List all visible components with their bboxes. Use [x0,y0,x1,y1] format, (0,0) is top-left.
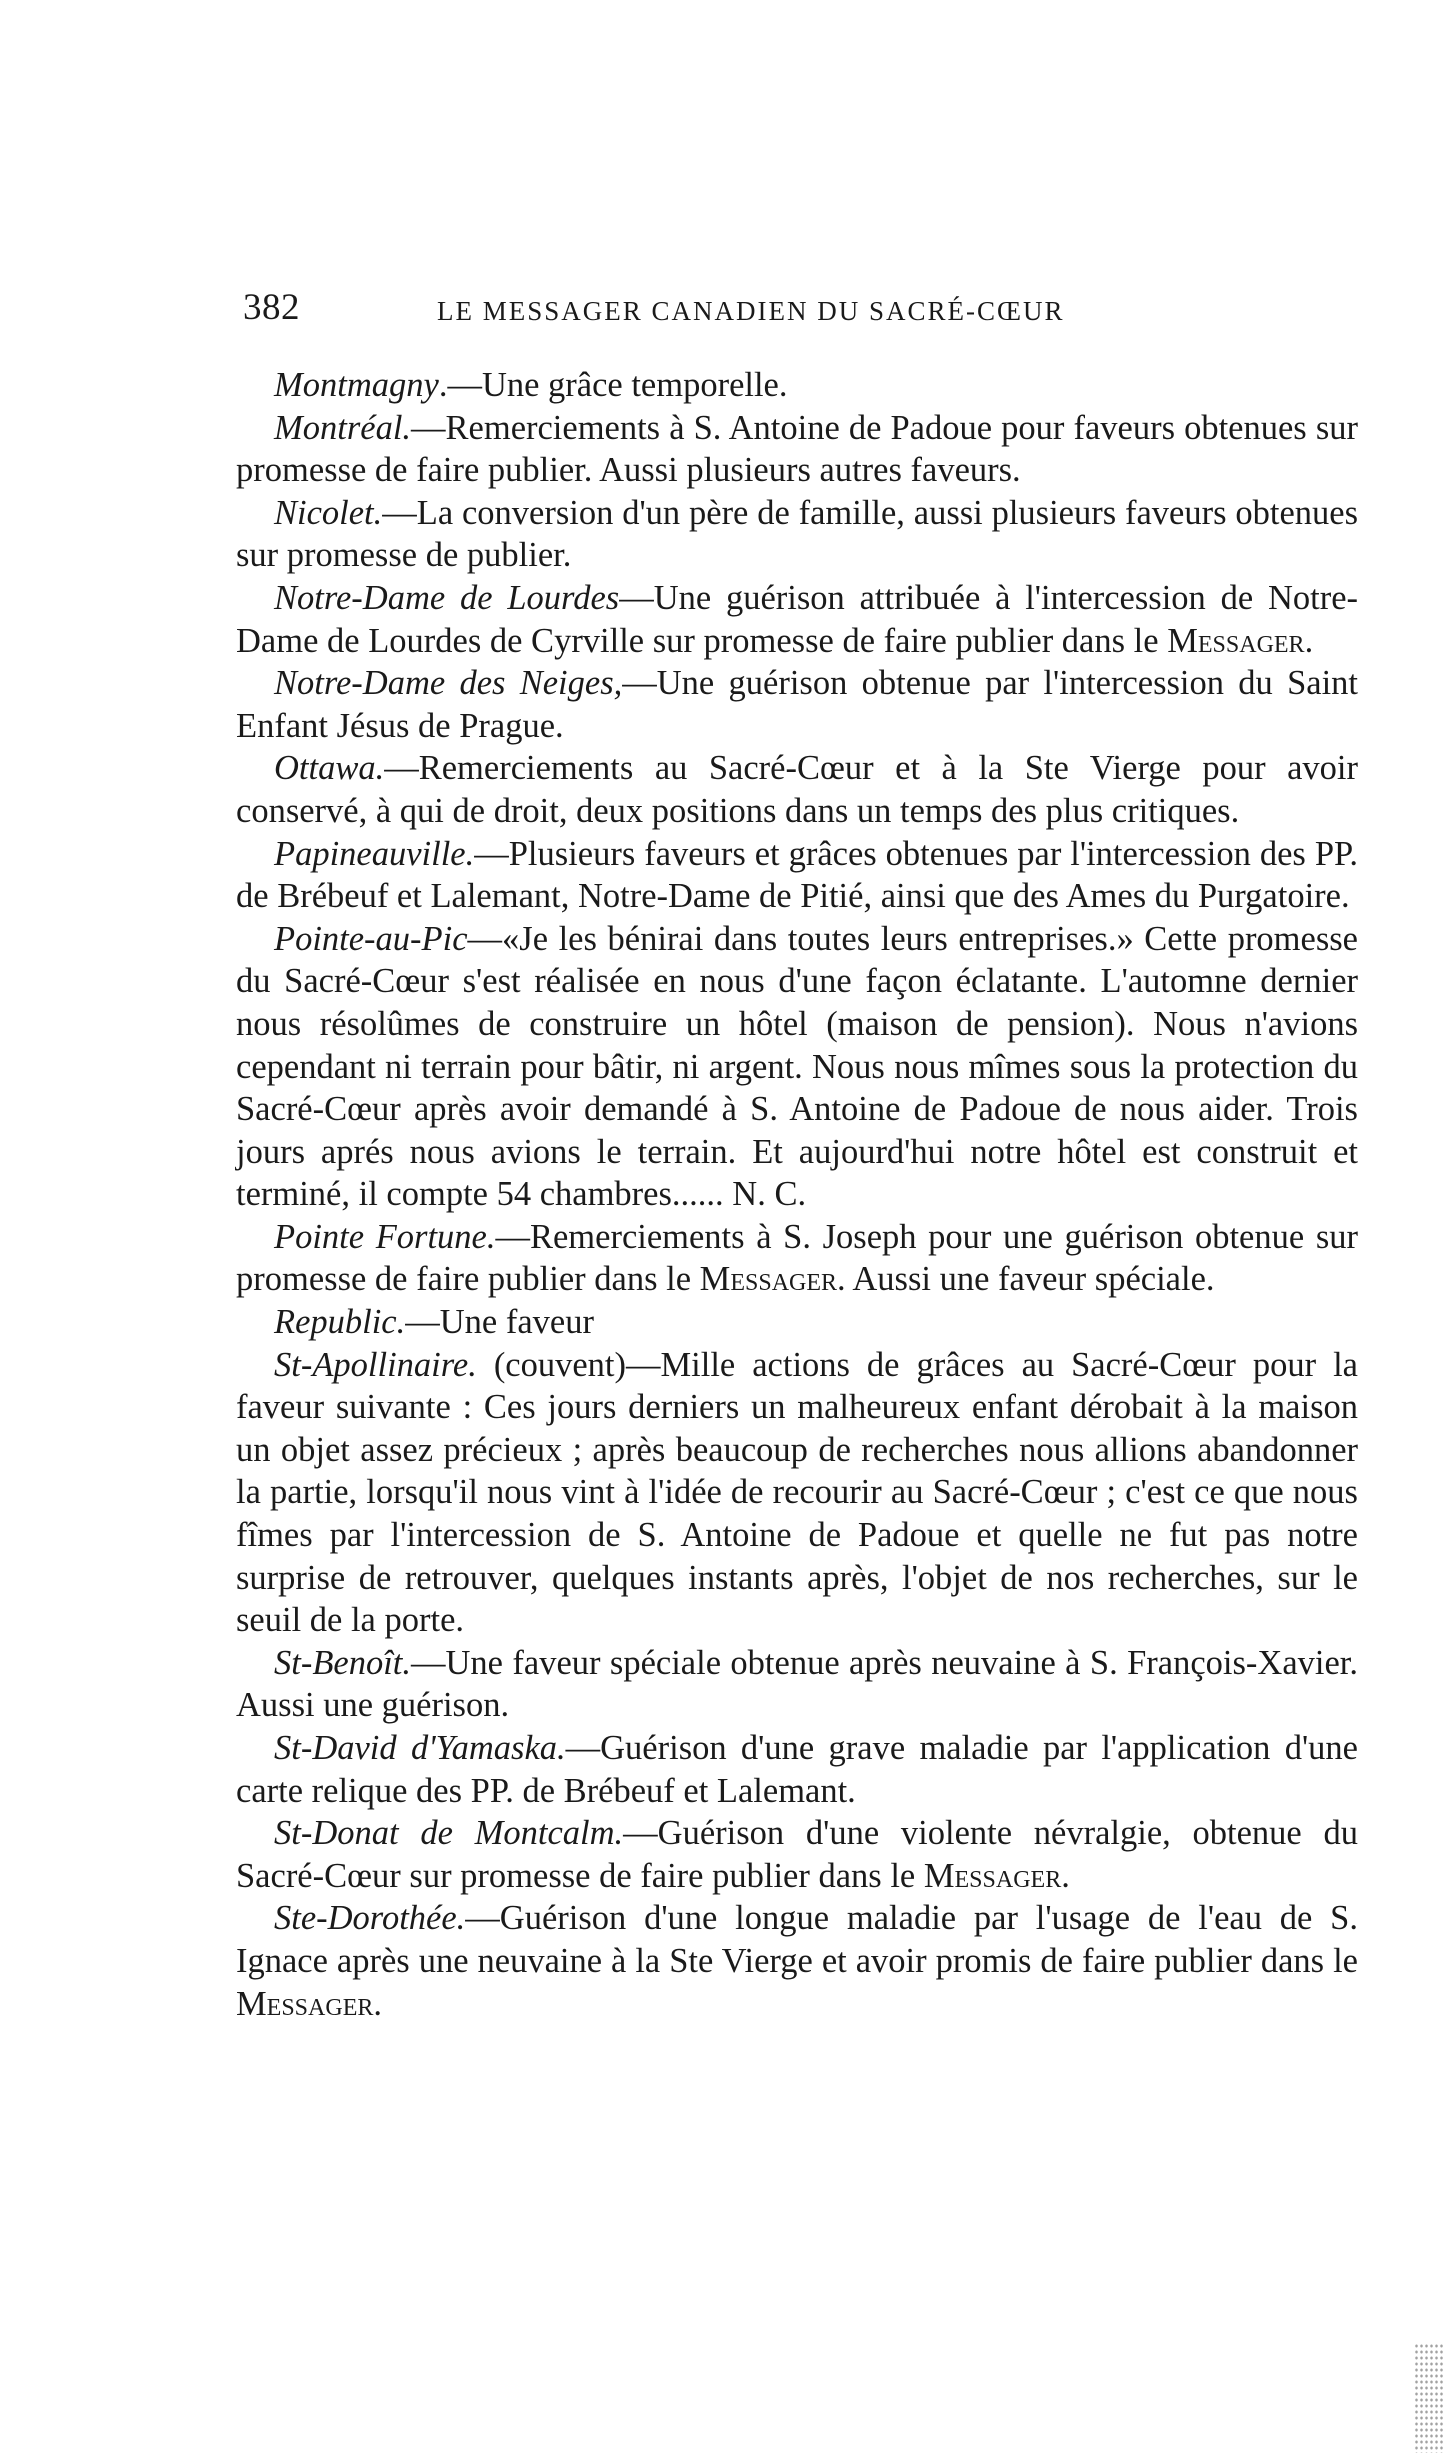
entry-place: St-Donat de Montcalm. [274,1814,624,1853]
entry-text: —«Je les bénirai dans toutes leurs entreprises.» Cette promesse du Sacré-Cœur s'est réalisée en nous d'une façon éclatante. L'automne dernier nous résolûmes de construire un hôtel (maison de pension). Nous n'avions cependant ni terrain pour bâtir, ni argent. Nous nous mîmes sous la protection du Sacré-Cœur après avoir demandé à S. Antoine de Padoue de nous aider. Trois jours aprés nous avions le terrain. Et aujourd'hui notre hôtel est construit et terminé, il compte 54 chambres...... N. C. [236,919,1358,1214]
entry-place: Pointe-au-Pic [274,919,468,958]
entry-place: Papineauville. [274,834,475,873]
entry-ste-dorothee [236,1897,1358,2025]
entry-text: —Une guérison obtenue par l'intercession du Saint Enfant Jésus de Prague. [236,664,1359,745]
entry-st-david-yamaska [236,1727,1358,1812]
entry-notre-dame-de-lourdes [236,577,1358,662]
entry-text-after: . [1304,621,1314,660]
entry-text: —Guérison d'une grave maladie par l'application d'une carte relique des PP. de Brébeuf et Lalemant. [236,1729,1358,1810]
entry-text: .—Une grâce temporelle. [438,366,788,404]
page-body [236,364,1358,2025]
entry-notre-dame-des-neiges [236,662,1358,747]
entry-text: —Une guérison attribuée à l'intercession de Notre-Dame de Lourdes de Cyrville sur promesse de faire publier dans le [236,578,1358,660]
entry-text: —Remerciements à S. Joseph pour une guérison obtenue sur promesse de faire publier dans le [236,1217,1358,1299]
entry-text: —Guérison d'une longue maladie par l'usage de l'eau de S. Ignace après une neuvaine à la Ste Vierge et avoir promis de faire publier dans le [236,1899,1358,1980]
entry-place: Ste-Dorothée. [274,1899,466,1938]
entry-montmagny [236,364,1358,407]
entry-place: St-Benoît. [274,1643,412,1682]
entry-place: Notre-Dame des Neiges, [274,664,623,703]
entry-republic [236,1301,1358,1344]
entry-st-apollinaire [236,1344,1358,1642]
entry-place: Nicolet. [274,493,383,532]
entry-place: Notre-Dame de Lourdes [274,578,620,617]
entry-text: —Une faveur [405,1303,594,1342]
messager-smallcaps: Messager [699,1260,838,1299]
scan-speckle-mark [1414,2343,1444,2453]
entry-st-benoit [236,1642,1358,1727]
entry-papineauville [236,833,1358,918]
messager-smallcaps: Messager [1167,621,1305,660]
entry-place: Ottawa. [274,749,385,788]
entry-text: —Guérison d'une violente névralgie, obtenue du Sacré-Cœur sur promesse de faire publier dans le [236,1814,1358,1895]
messager-smallcaps: Messager [923,1856,1062,1895]
entry-text-after: . Aussi une faveur spéciale. [837,1260,1215,1299]
entry-place: St-Apollinaire. [274,1345,477,1384]
page-number: 382 [243,287,300,328]
messager-smallcaps: Messager [236,1984,374,2023]
entry-text: —La conversion d'un père de famille, aussi plusieurs faveurs obtenues sur promesse de publier. [236,493,1358,575]
entry-pointe-fortune [236,1216,1358,1301]
running-title: LE MESSAGER CANADIEN DU SACRÉ-CŒUR [437,296,1065,326]
entry-text-after: . [1061,1856,1070,1895]
entry-ottawa [236,747,1358,832]
entry-place: Montréal. [274,408,412,447]
entry-place: Pointe Fortune. [274,1217,496,1256]
entry-text: —Remerciements au Sacré-Cœur et à la Ste Vierge pour avoir conservé, à qui de droit, deux positions dans un temps des plus critiques. [236,749,1358,830]
entry-text: —Remerciements à S. Antoine de Padoue pour faveurs obtenues sur promesse de faire publier. Aussi plusieurs autres faveurs. [236,408,1358,490]
entry-text-after: . [373,1984,382,2023]
entry-text: (couvent)—Mille actions de grâces au Sacré-Cœur pour la faveur suivante : Ces jours derniers un malheureux enfant dérobait à la maison un objet assez précieux ; après beaucoup de recherches nous allions abandonner la partie, lorsqu'il nous vint à l'idée de recourir au Sacré-Cœur ; c'est ce que nous fîmes par l'intercession de S. Antoine de Padoue et quelle ne fut pas notre surprise de retrouver, quelques instants après, l'objet de nos recherches, sur le seuil de la porte. [236,1345,1358,1640]
entry-pointe-au-pic [236,918,1358,1216]
entry-nicolet [236,492,1358,577]
entry-place: Montmagny [274,366,439,404]
entry-place: St-David d'Yamaska. [274,1729,566,1767]
entry-montreal [236,407,1358,492]
entry-st-donat-montcalm [236,1812,1358,1897]
entry-text: —Une faveur spéciale obtenue après neuvaine à S. François-Xavier. Aussi une guérison. [236,1643,1358,1725]
entry-text: —Plusieurs faveurs et grâces obtenues par l'intercession des PP. de Brébeuf et Lalemant, Notre-Dame de Pitié, ainsi que des Ames du Purgatoire. [236,834,1358,916]
entry-place: Republic. [274,1303,406,1342]
